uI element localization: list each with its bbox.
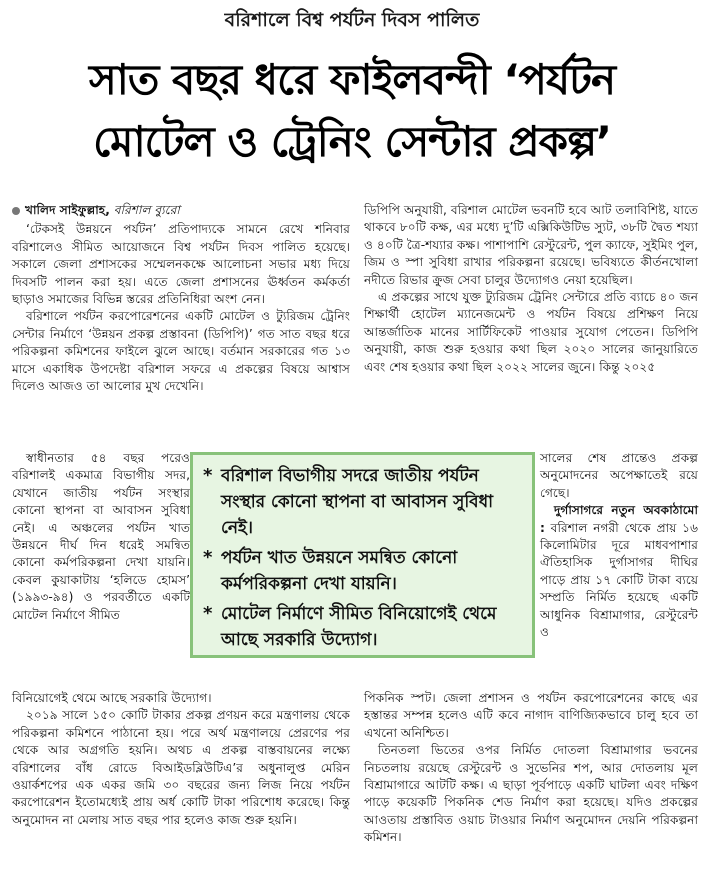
paragraph: স্বাধীনতার ৫৪ বছর পরেও বরিশালই একমাত্র বিভাগীয় সদর, যেখানে জাতীয় পর্যটন সংস্থার কোনো স্থাপনা বা আবাসন সুবিধা নেই। এ অঞ্চলের পর্যটন খাত উন্নয়নে দীর্ঘ দিন ধরেই সমন্বিত কোনো কর্মপরিকল্পনা দেখা যায়নি। কেবল কুয়াকাটায় ‘হলিডে হোমস’ (১৯৯৩-৯৪) ও পরবর্তীতে একটি মোটেল নির্মাণে সীমিত <box>12 451 190 622</box>
left-column-bottom <box>12 690 350 829</box>
kicker: বরিশালে বিশ্ব পর্যটন দিবস পালিত <box>224 9 480 31</box>
paragraph: ২০১৯ সালে ১৫০ কোটি টাকার প্রকল্প প্রণয়ন করে মন্ত্রণালয় থেকে পরিকল্পনা কমিশনে পাঠানো হয়। পরে অর্থ মন্ত্রণালয়ে প্রেরণের পর থেকে আর অগ্রগতি হয়নি। অথচ এ প্রকল্প বাস্তবায়নের লক্ষ্যে বরিশালের বাঁধ রোডে বিআইডব্লিউটিএ’র অধুনালুপ্ত মেরিন ওয়ার্কশপের এক একর জমি ৩০ বছরের জন্য লিজ নিয়ে পর্যটন করপোরেশন ইতোমধ্যেই প্রায় অর্ধ কোটি টাকা পরিশোধ করেছে। কিন্তু অনুমোদন না মেলায় সাত বছর পার হলেও কাজ শুরু হয়নি। <box>12 708 350 827</box>
bullet-icon <box>12 207 20 215</box>
headline-line-2: মোটেল ও ট্রেনিং সেন্টার প্রকল্প’ <box>93 117 611 166</box>
right-column-bottom <box>364 690 698 847</box>
highlight-item: * পর্যটন খাত উন্নয়নে সমন্বিত কোনো কর্মপরিকল্পনা দেখা যায়নি। <box>203 545 522 597</box>
paragraph: তিনতলা ভিতের ওপর নির্মিত দোতলা বিশ্রামাগার ভবনের নিচতলায় রয়েছে রেস্টুরেন্ট ও সুভেনির শপ, আর দোতলায় মূল বিশ্রামাগারে আটটি কক্ষ। এ ছাড়া পূর্বপাড়ে একটি ঘাটলা এবং দক্ষিণ পাড়ে কয়েকটি পিকনিক শেড নির্মাণ করা হয়েছে। যদিও প্রকল্পের আওতায় প্রস্তাবিত ওয়াচ টাওয়ার নির্মাণ অনুমোদন দেয়নি পরিকল্পনা কমিশন। <box>364 743 698 845</box>
highlight-item: * মোটেল নির্মাণে সীমিত বিনিয়োগেই থেমে আছে সরকারি উদ্যোগ। <box>203 601 522 653</box>
author-name: খালিদ সাইফুল্লাহ, <box>25 203 110 217</box>
asterisk-icon: * <box>203 465 213 486</box>
highlight-item: * বরিশাল বিভাগীয় সদরে জাতীয় পর্যটন সংস্থার কোনো স্থাপনা বা আবাসন সুবিধা নেই। <box>203 463 522 541</box>
byline <box>12 202 350 219</box>
asterisk-icon: * <box>203 547 213 568</box>
left-column-top <box>12 202 350 395</box>
author-bureau: বরিশাল ব্যুরো <box>113 203 180 217</box>
subhead: দুর্গাসাগরে নতুন অবকাঠামো : <box>540 503 698 535</box>
asterisk-icon: * <box>203 603 213 624</box>
paragraph: ‘টেকসই উন্নয়নে পর্যটন’ প্রতিপাদ্যকে সামনে রেখে শনিবার বরিশালেও সীমিত আয়োজনে বিশ্ব পর্যটন দিবস পালিত হয়েছে। সকালে জেলা প্রশাসকের সম্মেলনকক্ষে আলোচনা সভার মধ্য দিয়ে দিবসটি পালন করা হয়। এতে জেলা প্রশাসনের ঊর্ধ্বতন কর্মকর্তা ছাড়াও সমাজের বিভিন্ন স্তরের প্রতিনিধিরা অংশ নেন। <box>12 222 350 307</box>
paragraph: সালের শেষ প্রান্তেও প্রকল্প অনুমোদনের অপেক্ষাতেই রয়ে গেছে। <box>540 451 698 500</box>
right-column-top <box>364 202 698 376</box>
paragraph: বরিশালে পর্যটন করপোরেশনের একটি মোটেল ও ট্যুরিজম ট্রেনিং সেন্টার নির্মাণে ‘উন্নয়ন প্রকল্প প্রস্তাবনা (ডিপিপি)’ গত সাত বছর ধরে পরিকল্পনা কমিশনের ফাইলে ঝুলে আছে। বর্তমান সরকারের গত ১৩ মাসে একাধিক উপদেষ্টা বরিশাল সফরে এ প্রকল্পের বিষয়ে আশ্বাস দিলেও আজও তা আলোর মুখ দেখেনি। <box>12 309 350 394</box>
paragraph: এ প্রকল্পের সাথে যুক্ত ট্যুরিজম ট্রেনিং সেন্টারে প্রতি ব্যাচে ৪০ জন শিক্ষার্থী হোটেল ম্যানেজমেন্ট ও পর্যটন বিষয়ে প্রশিক্ষণ নিয়ে আন্তর্জাতিক মানের সার্টিফিকেট পাওয়ার সুযোগ পেতেন। ডিপিপি অনুযায়ী, কাজ শুরু হওয়ার কথা ছিল ২০২০ সালের জানুয়ারিতে এবং শেষ হওয়ার কথা ছিল ২০২২ সালের জুনে। কিন্তু ২০২৫ <box>364 290 698 374</box>
paragraph: দুর্গাসাগরে নতুন অবকাঠামো : বরিশাল নগরী থেকে প্রায় ১৬ কিলোমিটার দূরে মাধবপাশার ঐতিহাসিক দুর্গাসাগর দীঘির পাড়ে প্রায় ১৭ কোটি টাকা ব্যয়ে সম্প্রতি নির্মিত হয়েছে একটি আধুনিক বিশ্রামাগার, রেস্টুরেন্ট ও <box>540 503 698 640</box>
paragraph: বিনিয়োগেই থেমে আছে সরকারি উদ্যোগ। <box>12 691 212 705</box>
highlight-box <box>190 452 535 658</box>
paragraph: পিকনিক স্পট। জেলা প্রশাসন ও পর্যটন করপোরেশনের কাছে এর হস্তান্তর সম্পন্ন হলেও এটি কবে নাগাদ বাণিজ্যিকভাবে চালু হবে তা এখনো অনিশ্চিত। <box>364 691 698 740</box>
right-column-narrow <box>540 450 698 641</box>
left-column-narrow <box>12 450 190 624</box>
paragraph: ডিপিপি অনুযায়ী, বরিশাল মোটেল ভবনটি হবে আট তলাবিশিষ্ট, যাতে থাকবে ৮০টি কক্ষ, এর মধ্যে দু’টি এক্সিকিউটিভ স্যুট, ৩৮টি দ্বৈত শয্যা ও ৪০টি ত্রৈ-শয্যার কক্ষ। পাশাপাশি রেস্টুরেন্ট, পুল ক্যাফে, সুইমিং পুল, জিম ও স্পা সুবিধা রাখার পরিকল্পনা রয়েছে। ভবিষ্যতে কীর্তনখোলা নদীতে রিভার ক্রুজ সেবা চালুর উদ্যোগও নেয়া হয়েছিল। <box>364 203 698 287</box>
headline-line-1: সাত বছর ধরে ফাইলবন্দী ‘পর্যটন <box>88 55 616 104</box>
